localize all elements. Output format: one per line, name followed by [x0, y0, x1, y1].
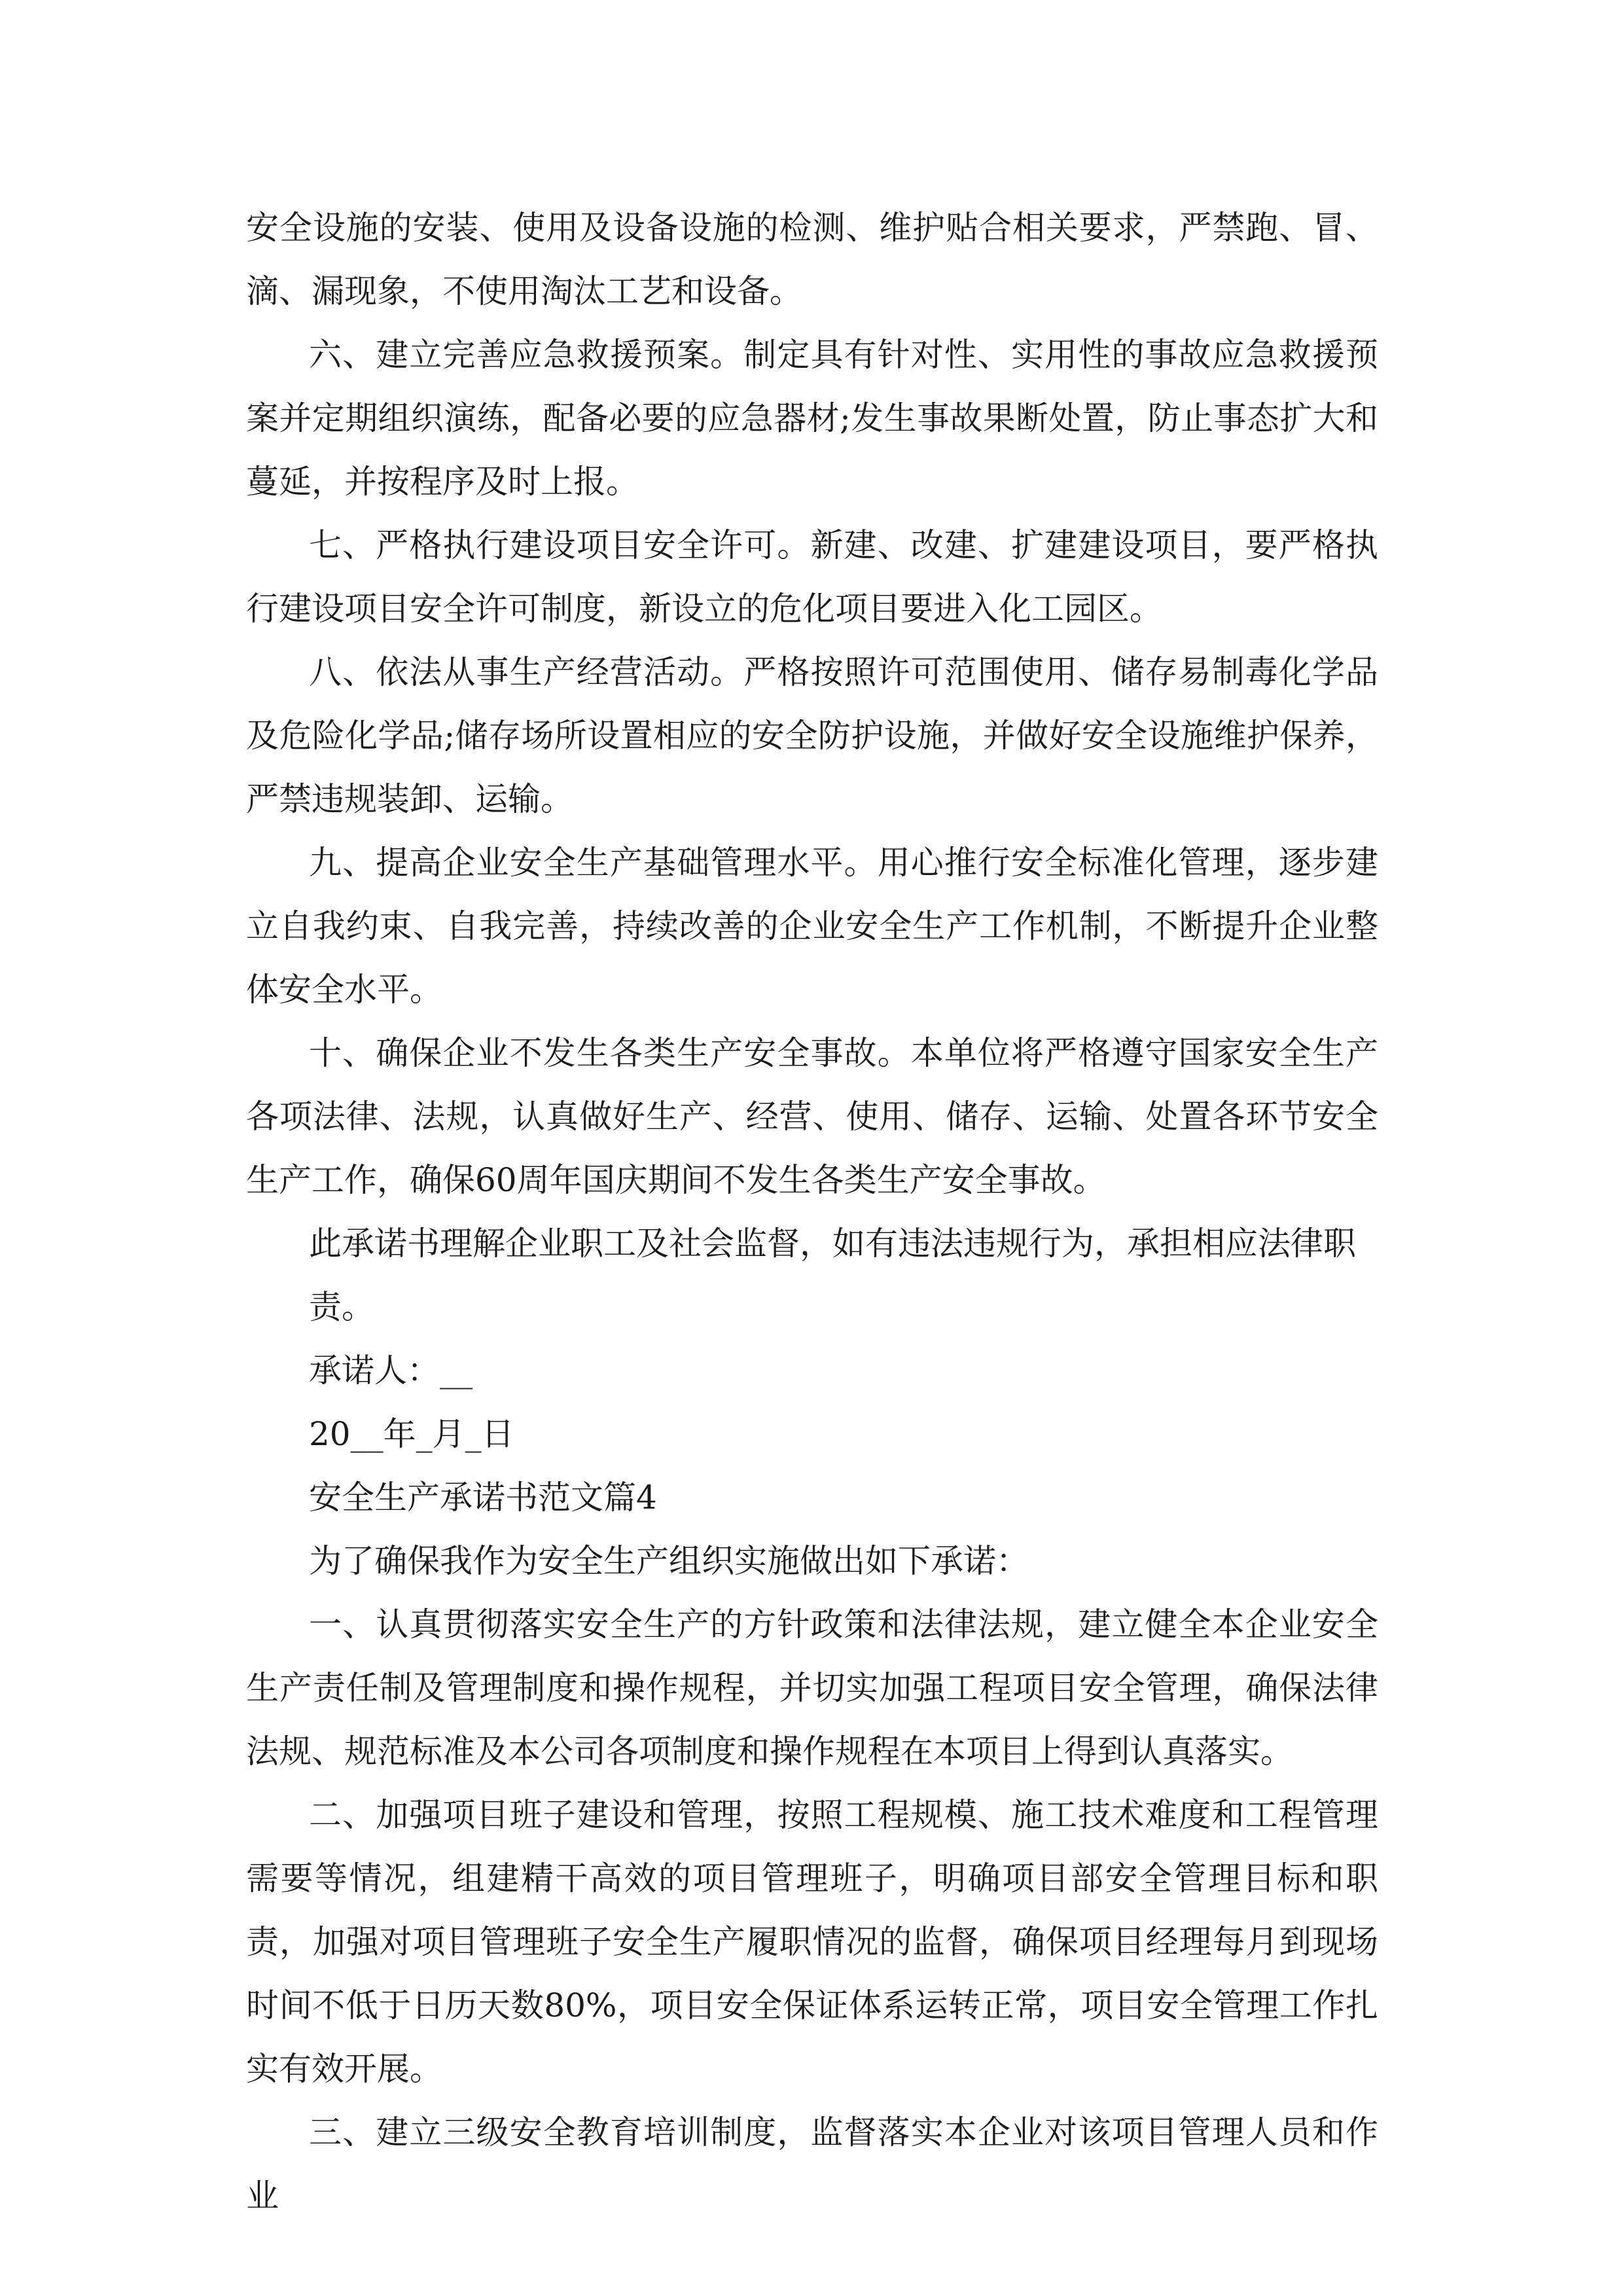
signer-line: 承诺人：__: [309, 1352, 473, 1390]
paragraph-pledge-3: 三、建立三级安全教育培训制度，监督落实本企业对该项目管理人员和作业: [246, 2113, 1378, 2215]
paragraph-item-9: 九、提高企业安全生产基础管理水平。用心推行安全标准化管理，逐步建立自我约束、自我完善，持续改善的企业安全生产工作机制，不断提升企业整体安全水平。: [246, 844, 1378, 1009]
closing-statement: 此承诺书理解企业职工及社会监督，如有违法违规行为，承担相应法律职责。: [309, 1225, 1356, 1326]
paragraph-pledge-1: 一、认真贯彻落实安全生产的方针政策和法律法规，建立健全本企业安全生产责任制及管理制度和操作规程，并切实加强工程项目安全管理，确保法律法规、规范标准及本公司各项制度和操作规程在本项目上得到认真落实。: [246, 1605, 1378, 1770]
paragraph-pledge-2: 二、加强项目班子建设和管理，按照工程规模、施工技术难度和工程管理需要等情况，组建精干高效的项目管理班子，明确项目部安全管理目标和职责，加强对项目管理班子安全生产履职情况的监督，确保项目经理每月到现场时间不低于日历天数80%，项目安全保证体系运转正常，项目安全管理工作扎实有效开展。: [246, 1796, 1378, 2088]
paragraph-item-8: 八、依法从事生产经营活动。严格按照许可范围使用、储存易制毒化学品及危险化学品;储存场所设置相应的安全防护设施，并做好安全设施维护保养，严禁违规装卸、运输。: [246, 653, 1378, 818]
paragraph-item-6: 六、建立完善应急救援预案。制定具有针对性、实用性的事故应急救援预案并定期组织演练，配备必要的应急器材;发生事故果断处置，防止事态扩大和蔓延，并按程序及时上报。: [246, 336, 1378, 501]
paragraph-safety-facilities: 安全设施的安装、使用及设备设施的检测、维护贴合相关要求，严禁跑、冒、滴、漏现象，不使用淘汰工艺和设备。: [246, 209, 1378, 310]
paragraph-item-10: 十、确保企业不发生各类生产安全事故。本单位将严格遵守国家安全生产各项法律、法规，认真做好生产、经营、使用、储存、运输、处置各环节安全生产工作，确保60周年国庆期间不发生各类生产安全事故。: [246, 1034, 1378, 1199]
intro-line: 为了确保我作为安全生产组织实施做出如下承诺：: [309, 1542, 1029, 1580]
paragraph-item-7: 七、严格执行建设项目安全许可。新建、改建、扩建建设项目，要严格执行建设项目安全许可制度，新设立的危化项目要进入化工园区。: [246, 526, 1378, 628]
section-title: 安全生产承诺书范文篇4: [309, 1479, 657, 1516]
document-body: [246, 196, 1378, 2228]
date-line: 20__年_月_日: [309, 1415, 514, 1453]
